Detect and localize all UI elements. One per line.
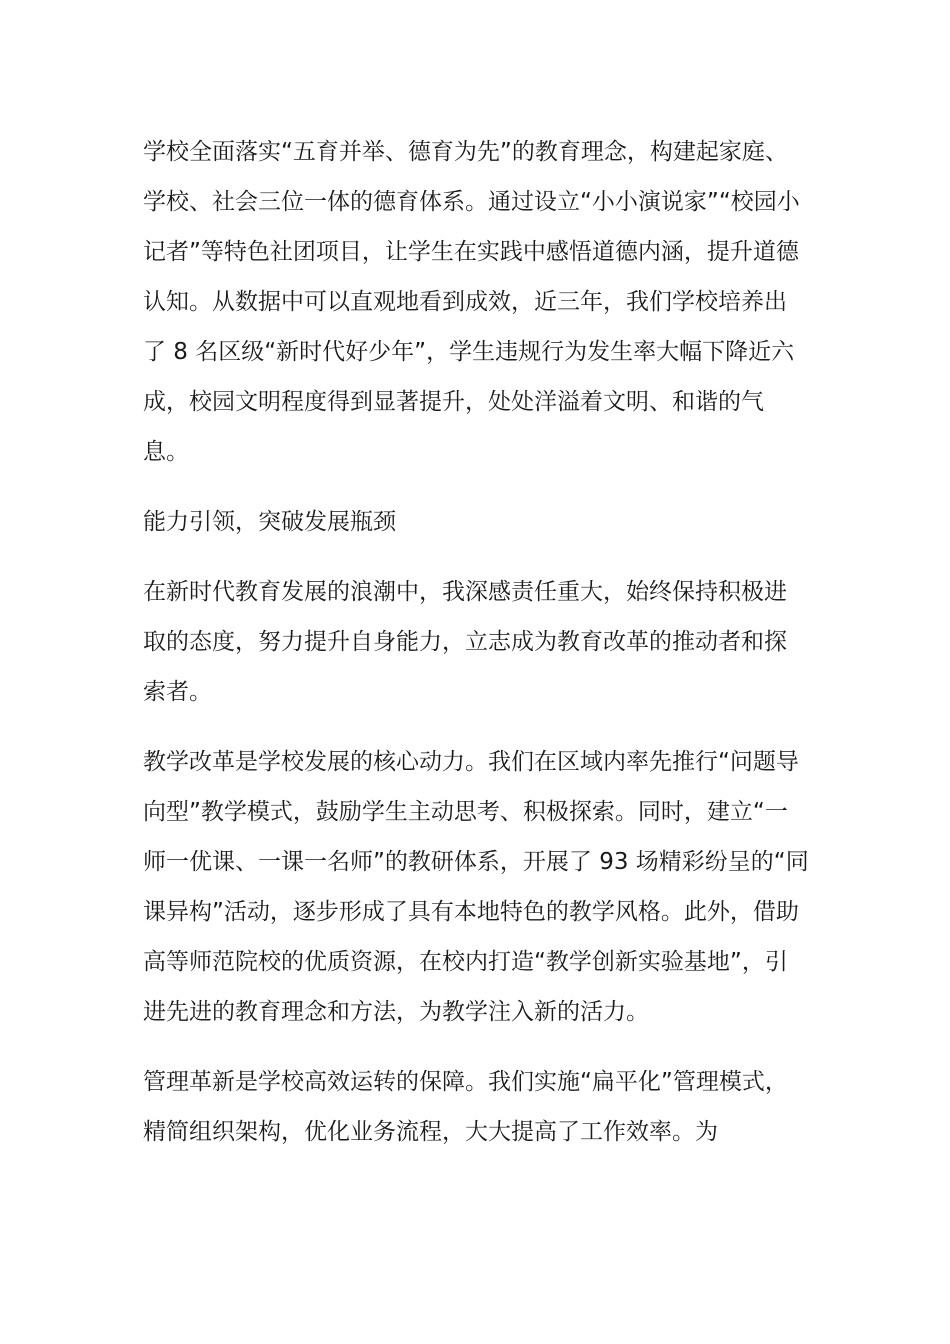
document-body: [143, 127, 809, 1177]
paragraph-moral-education: 学校全面落实“五育并举、德育为先”的教育理念，构建起家庭、学校、社会三位一体的德育体系。通过设立“小小演说家”“校园小记者”等特色社团项目，让学生在实践中感悟道德内涵，提升道德认知。从数据中可以直观地看到成效，近三年，我们学校培养出了 8 名区级“新时代好少年”，学生违规行为发生率大幅下降近六成，校园文明程度得到显著提升，处处洋溢着文明、和谐的气息。: [143, 139, 800, 465]
section-heading: 能力引领，突破发展瓶颈: [143, 509, 396, 535]
paragraph-capability: 在新时代教育发展的浪潮中，我深感责任重大，始终保持积极进取的态度，努力提升自身能力，立志成为教育改革的推动者和探索者。: [143, 579, 787, 705]
paragraph-teaching-reform: 教学改革是学校发展的核心动力。我们在区域内率先推行“问题导向型”教学模式，鼓励学生主动思考、积极探索。同时，建立“一师一优课、一课一名师”的教研体系，开展了 93 场精彩纷呈的“同课异构”活动，逐步形成了具有本地特色的教学风格。此外，借助高等师范院校的优质资源，在校内打造“教学创新实验基地”，引进先进的教育理念和方法，为教学注入新的活力。: [143, 749, 809, 1025]
paragraph-management-reform: 管理革新是学校高效运转的保障。我们实施“扁平化”管理模式，精简组织架构，优化业务流程，大大提高了工作效率。为: [143, 1069, 788, 1145]
